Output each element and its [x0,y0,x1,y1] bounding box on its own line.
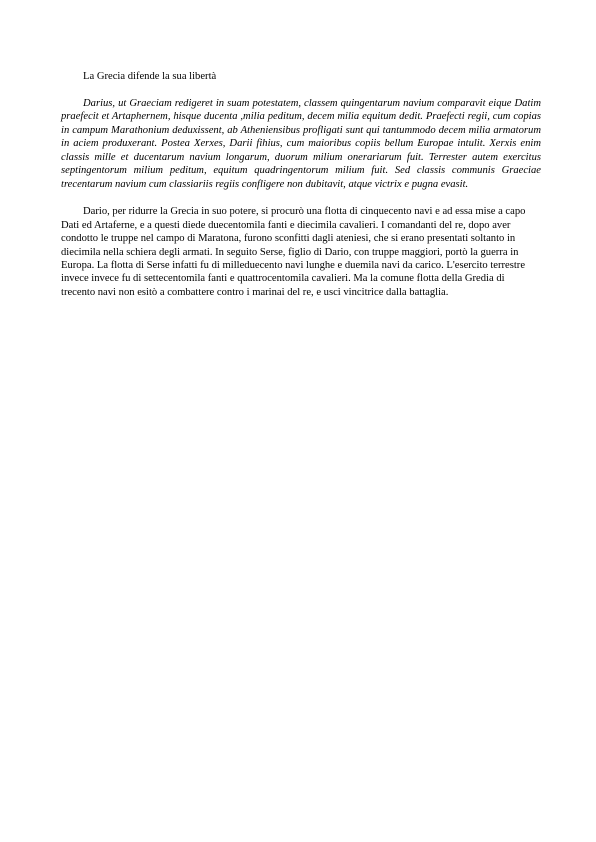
italian-translation-paragraph: Dario, per ridurre la Grecia in suo potere, si procurò una flotta di cinquecento navi e ad essa mise a capo Dati ed Artaferne, e a questi diede duecentomila fanti e diecimila cavalieri. I comandanti del re, dopo aver condotto le truppe nel campo di Maratona, furono sconfitti dagli ateniesi, che si erano presentati soltanto in diecimila nella schiera degli armati. In seguito Serse, figlio di Dario, con truppe maggiori, portò la guerra in Europa. La flotta di Serse infatti fu di milleduecento navi lunghe e duemila navi da carico. L'esercito terrestre invece invece fu di settecentomila fanti e quattrocentomila cavalieri. Ma la comune flotta della Gredia di trecento navi non esitò a combattere contro i marinai del re, e usci vincitrice dalla battaglia. [61,206,526,298]
document-title: La Grecia difende la sua libertà [83,71,217,82]
document-body [61,70,541,299]
latin-paragraph: Darius, ut Graeciam redigeret in suam potestatem, classem quingentarum navium comparavit eique Datim praefecit et Artaphernem, hisque ducenta ,milia peditum, decem milia equitum dedit. Praefecti regii, cum copias in campum Marathonium deduxissent, ab Atheniensibus profligati sunt qui tantummodo decem milia armatorum in aciem produxerant. Postea Xerxes, Darii fihius, cum maioribus copiis bellum Europae intulit. Xerxis enim classis mille et ducentarum navium longarum, duorum milium onerariarum fuit. Terrester autem exercitus septingentorum milium peditum, equitum quadringentorum milium fuit. Sed classis communis Graeciae trecentarum navium cum classiariis regiis confligere non dubitavit, atque victrix e pugna evasit. [61,98,541,190]
